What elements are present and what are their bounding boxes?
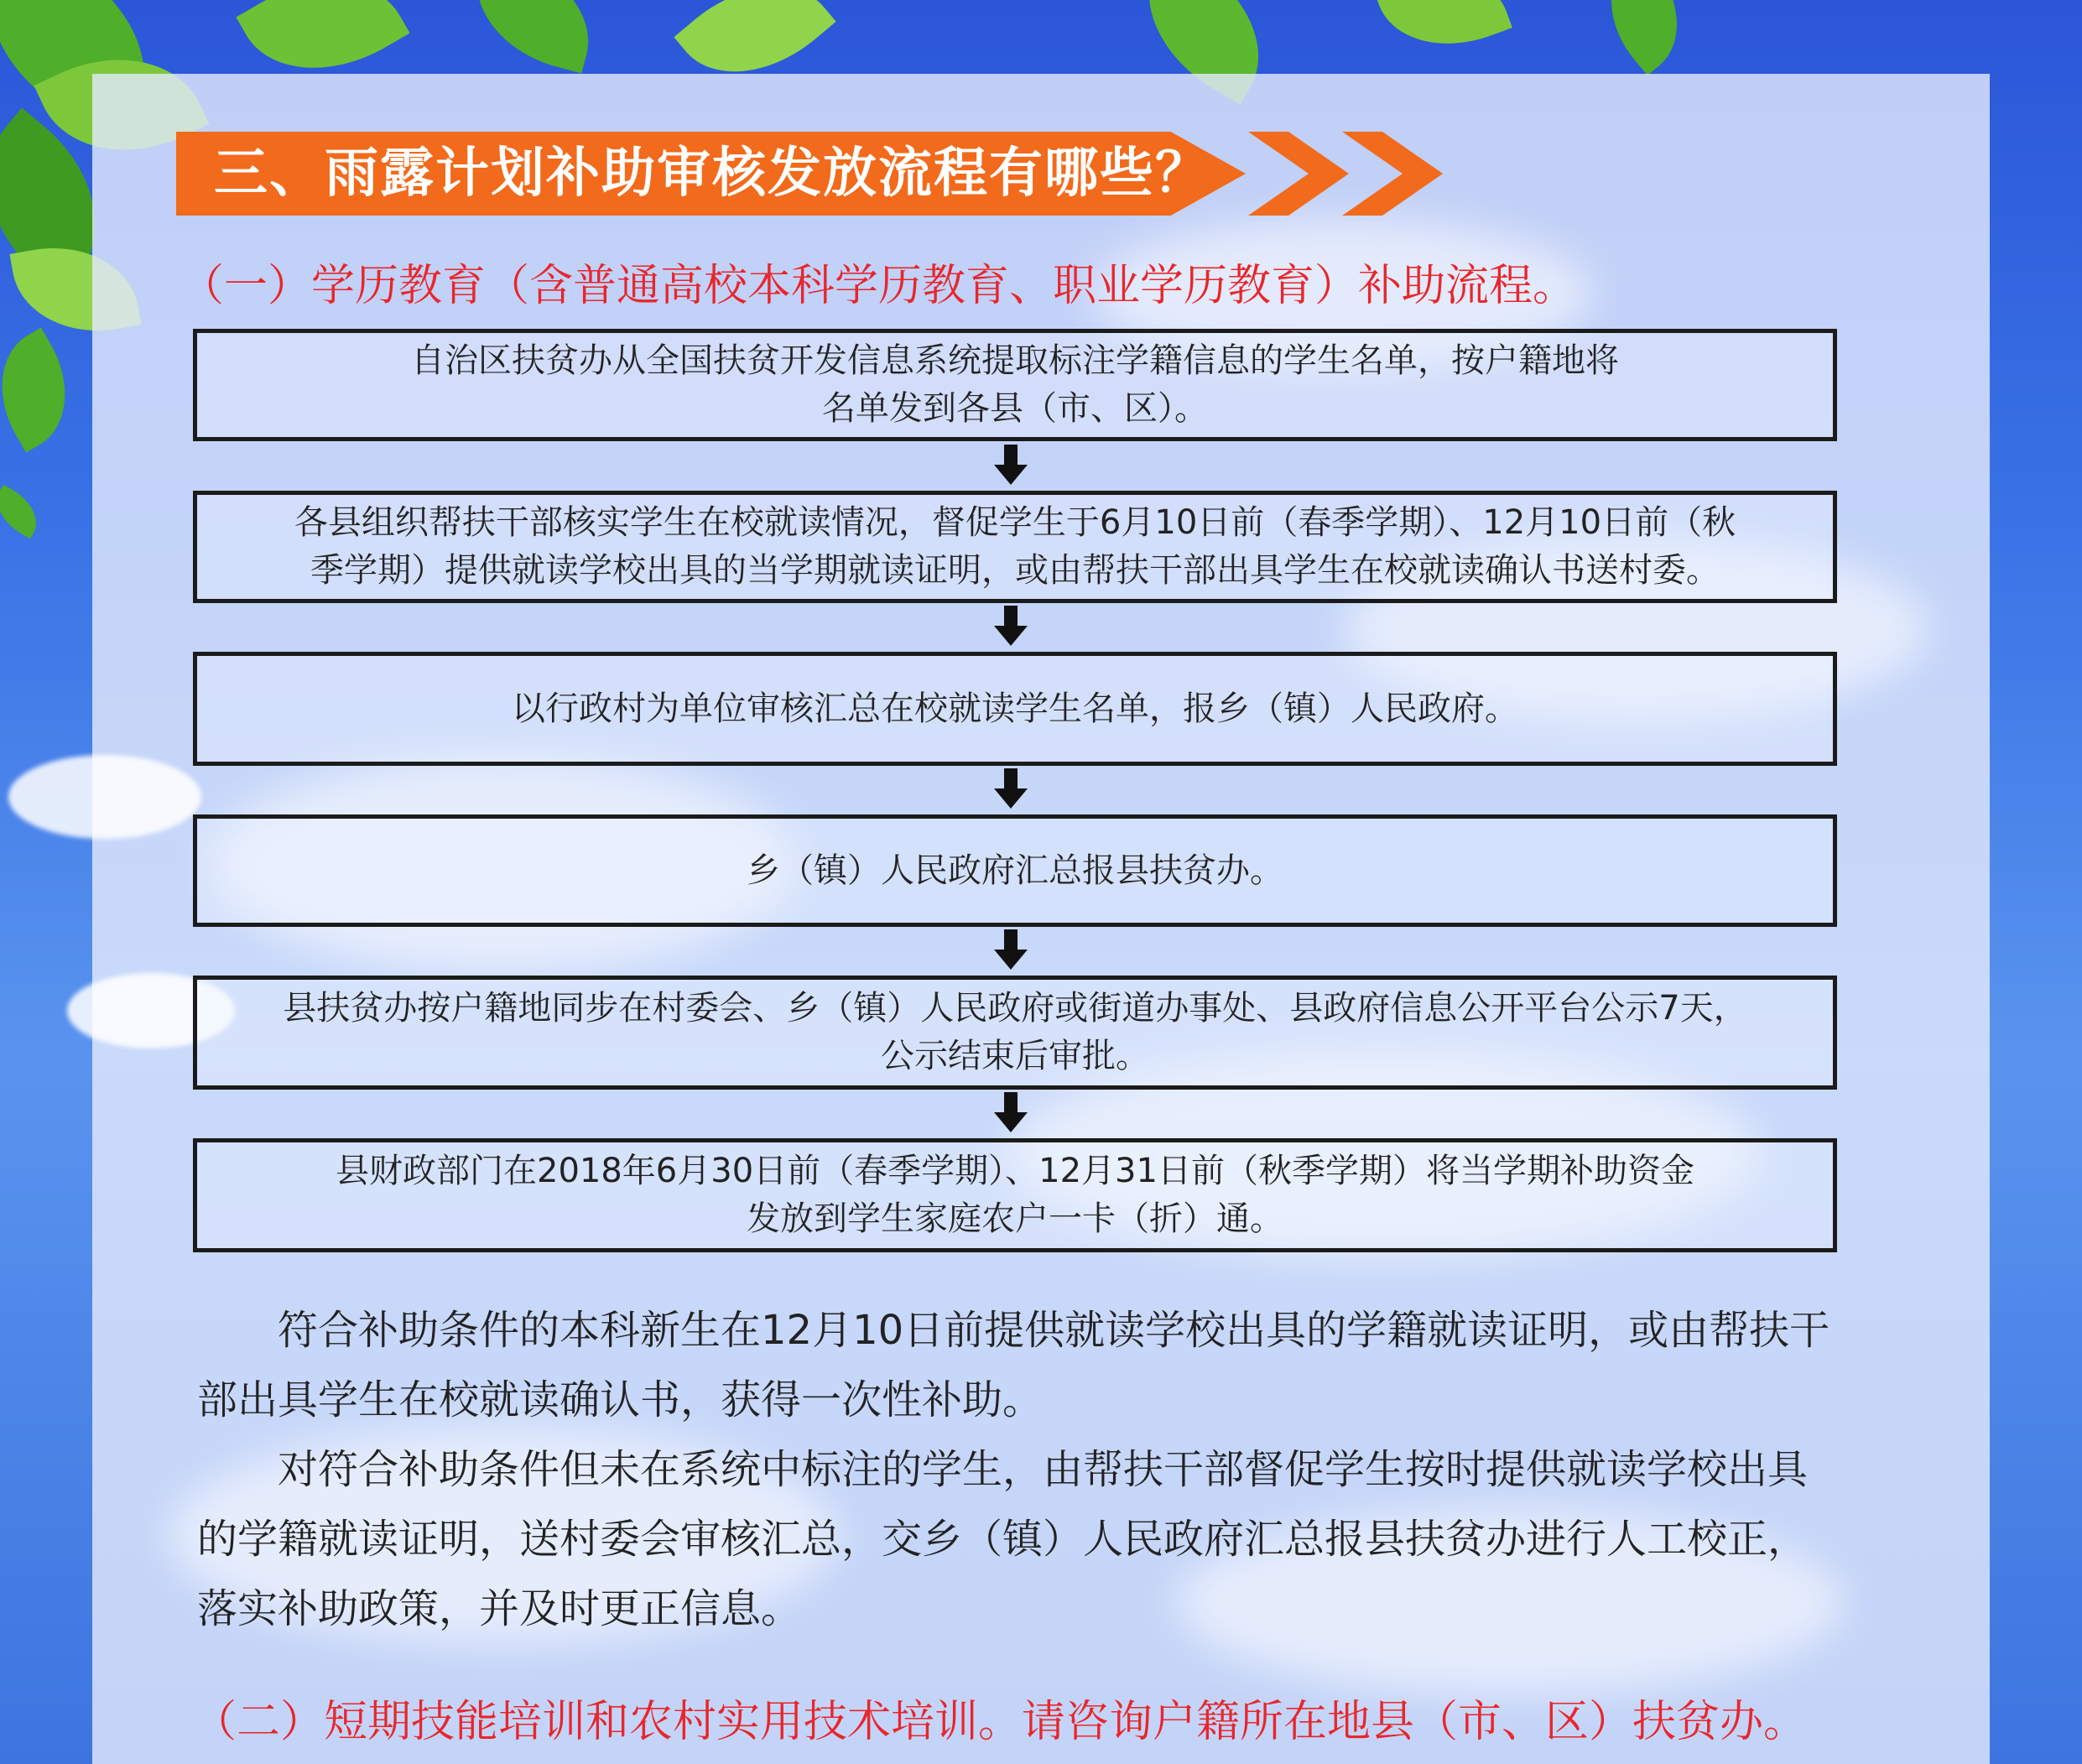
flow-step-text: 以行政村为单位审核汇总在校就读学生名单，报乡（镇）人民政府。 [512,689,1518,728]
flow-step-text: 自治区扶贫办从全国扶贫开发信息系统提取标注学籍信息的学生名单，按户籍地将 [411,341,1619,380]
flow-step-text: 县财政部门在2018年6月30日前（春季学期）、12月31日前（秋季学期）将当学期补助资金 [336,1152,1694,1190]
paragraph-unmarked-students: 对符合补助条件但未在系统中标注的学生，由帮扶干部督促学生按时提供就读学校出具的学籍就读证明，送村委会审核汇总，交乡（镇）人民政府汇总报县扶贫办进行人工校正，落实补助政策，并及时更正信息。 [197,1446,1809,1632]
flow-step-text: 发放到学生家庭农户一卡（折）通。 [746,1199,1283,1238]
flow-step-6 [193,1138,1837,1252]
flow-step-text: 乡（镇）人民政府汇总报县扶贫办。 [747,851,1283,890]
flow-step-2 [193,491,1837,603]
flow-step-text: 季学期）提供就读学校出具的当学期就读证明，或由帮扶干部出具学生在校就读确认书送村委。 [310,551,1720,590]
flow-step-text: 名单发到各县（市、区）。 [822,389,1208,428]
section-heading-2: （二）短期技能培训和农村实用技术培训。请咨询户籍所在地县（市、区）扶贫办。 [193,1697,1808,1747]
flow-step-text: 县扶贫办按户籍地同步在村委会、乡（镇）人民政府或街道办事处、县政府信息公开平台公示7天， [283,989,1747,1028]
flow-step-3 [193,652,1837,766]
flow-step-text: 各县组织帮扶干部核实学生在校就读情况，督促学生于6月10日前（春季学期）、12月10日前（秋 [294,503,1736,542]
paragraph-new-students: 符合补助条件的本科新生在12月10日前提供就读学校出具的学籍就读证明，或由帮扶干部出具学生在校就读确认书，获得一次性补助。 [197,1307,1830,1423]
flow-step-5 [193,976,1837,1090]
page-title: 三、雨露计划补助审核发放流程有哪些？ [214,143,1210,205]
section-heading-1: （一）学历教育（含普通高校本科学历教育、职业学历教育）补助流程。 [180,261,1577,311]
flow-step-1 [193,329,1837,441]
flow-step-4 [193,814,1837,927]
flow-step-text: 公示结束后审批。 [880,1037,1149,1075]
